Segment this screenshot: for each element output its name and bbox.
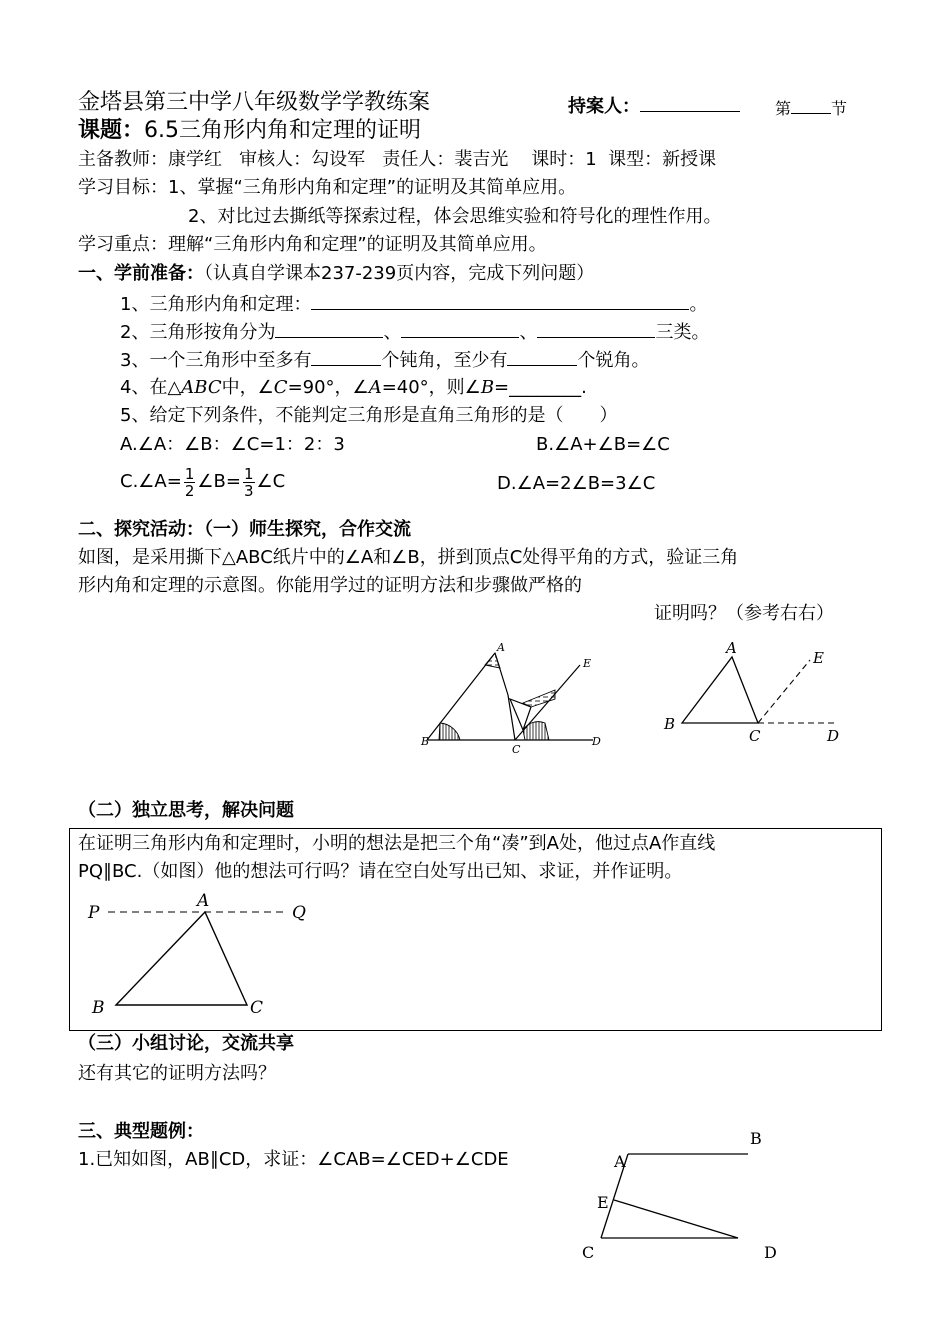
fig1-label-d: D <box>592 735 601 748</box>
question-3: 3、一个三角形中至多有 个钝角，至少有 个锐角。 <box>120 350 650 371</box>
torn-angle-figure <box>415 635 605 755</box>
section1-heading: 一、学前准备：（认真自学课本237-239页内容，完成下列问题） <box>78 263 595 284</box>
fig1-label-b: B <box>421 735 430 748</box>
fraction-third: $\frac{1}{3}$ <box>243 464 254 500</box>
extension-figure <box>660 635 850 750</box>
fig2-label-a: A <box>726 639 737 657</box>
question-5: 5、给定下列条件，不能判定三角形是直角三角形的是（ ） <box>120 405 618 426</box>
fig3-label-c: C <box>250 998 264 1018</box>
fig3-label-p: P <box>88 903 100 923</box>
section3-heading: 三、典型题例： <box>78 1121 204 1142</box>
option-d: D.∠A=2∠B=3∠C <box>497 473 656 494</box>
fig2-label-e: E <box>813 649 824 667</box>
fig3-label-q: Q <box>292 903 306 923</box>
fraction-half: $\frac{1}{2}$ <box>184 464 195 500</box>
school-title: 金塔县第三中学八年级数学学教练案 <box>78 90 431 115</box>
subsection-3-heading: （三）小组讨论，交流共享 <box>78 1033 294 1054</box>
question-1: 1、三角形内角和定理： 。 <box>120 294 708 315</box>
fig4-label-a: A <box>614 1152 626 1171</box>
section2-para1: 如图，是采用撕下△ABC纸片中的∠A和∠B，拼到顶点C处得平角的方式，验证三角 <box>78 547 739 568</box>
topic-line: 课题：6.5三角形内角和定理的证明 <box>78 118 422 143</box>
question-4: 4、在△ABC中，∠C=90°，∠A=40°，则∠B=________. <box>120 377 587 398</box>
subsection-2-heading: （二）独立思考，解决问题 <box>78 800 294 821</box>
fig2-label-c: C <box>749 727 761 745</box>
fig1-label-a: A <box>497 641 505 654</box>
example-1: 1.已知如图，AB∥CD，求证：∠CAB=∠CED+∠CDE <box>78 1149 509 1170</box>
section2-para4: 还有其它的证明方法吗？ <box>78 1063 276 1084</box>
goal-2: 2、对比过去撕纸等探索过程，体会思维实验和符号化的理性作用。 <box>188 206 722 227</box>
box-text-2: PQ∥BC.（如图）他的想法可行吗？请在空白处写出已知、求证，并作证明。 <box>78 861 683 882</box>
fig4-label-c: C <box>582 1243 595 1262</box>
section2-para2: 形内角和定理的示意图。你能用学过的证明方法和步骤做严格的 <box>78 575 582 596</box>
fig2-label-d: D <box>827 727 840 745</box>
holder-label: 持案人： <box>568 94 740 118</box>
box-text-1: 在证明三角形内角和定理时，小明的想法是把三个角“凑”到A处，他过点A作直线 <box>78 833 716 854</box>
section2-para3: 证明吗？（参考右右） <box>654 603 834 624</box>
question-2: 2、三角形按角分为 、 、 三类。 <box>120 322 710 343</box>
fig3-label-a: A <box>197 891 210 911</box>
section-number: 第 节 <box>775 96 847 120</box>
fig2-label-b: B <box>664 715 676 733</box>
fig4-label-e: E <box>597 1193 609 1212</box>
fig4-label-d: D <box>764 1243 777 1262</box>
goal-1: 学习目标：1、掌握“三角形内角和定理”的证明及其简单应用。 <box>78 177 577 198</box>
study-focus: 学习重点：理解“三角形内角和定理”的证明及其简单应用。 <box>78 234 547 255</box>
option-c: C.∠A= $\frac{1}{2}$ ∠B= $\frac{1}{3}$ ∠C <box>120 464 286 500</box>
pq-parallel-figure <box>80 885 340 1020</box>
example-figure <box>570 1120 800 1270</box>
fig1-label-e: E <box>583 657 592 670</box>
option-b: B.∠A+∠B=∠C <box>536 434 670 455</box>
meta-line: 主备教师：康学红 审核人：勾设军 责任人：裴吉光 课时：1 课型：新授课 <box>78 149 717 170</box>
option-a: A.∠A：∠B：∠C=1：2：3 <box>120 434 345 455</box>
fig4-label-b: B <box>750 1129 762 1148</box>
section2-heading: 二、探究活动：（一）师生探究，合作交流 <box>78 519 411 540</box>
fig1-label-c: C <box>512 743 521 755</box>
fig3-label-b: B <box>92 998 105 1018</box>
